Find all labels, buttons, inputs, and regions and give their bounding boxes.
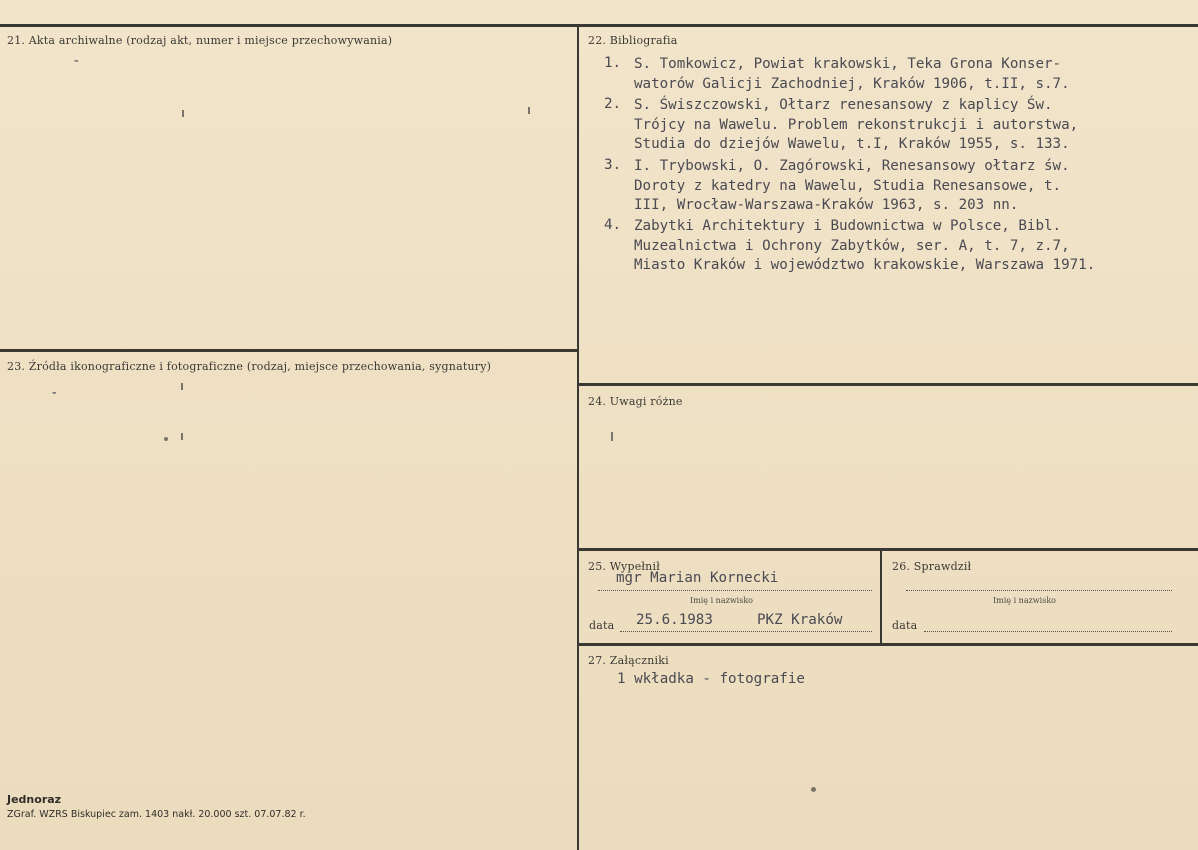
bibliography-line: Muzealnictwa i Ochrony Zabytków, ser. A, t. 7, z.7, — [634, 237, 1070, 254]
paper-speck — [164, 437, 168, 441]
right-divider-27 — [578, 643, 1198, 646]
checked-by-name-line — [906, 590, 1172, 591]
section-21-label: 21. Akta archiwalne (rodzaj akt, numer i miejsce przechowywania) — [7, 34, 393, 47]
section-21-value: - — [72, 53, 81, 69]
left-section-divider — [0, 349, 578, 352]
bibliography-item-text — [634, 55, 1070, 94]
bibliography-line: Zabytki Architektury i Budownictwa w Polsce, Bibl. — [634, 218, 1062, 234]
bibliography-item-text — [634, 96, 1078, 155]
checked-by-date-label: data — [892, 619, 918, 632]
bibliography-item-text — [634, 217, 1095, 276]
bibliography-item-number: 2. — [604, 96, 622, 112]
filled-by-place-value: PKZ Kraków — [757, 612, 843, 628]
paper-speck — [181, 433, 183, 440]
filled-by-date-label: data — [589, 619, 615, 632]
footer-title: Jednoraz — [7, 793, 62, 806]
section-22-label: 22. Bibliografia — [588, 34, 678, 47]
bibliography-item-number: 1. — [604, 55, 622, 71]
filled-by-date-value: 25.6.1983 — [636, 612, 713, 628]
paper-speck — [611, 432, 613, 441]
footer-print-info: ZGraf. WZRS Biskupiec zam. 1403 nakł. 20.000 szt. 07.07.82 r. — [7, 809, 306, 820]
section-23-label: 23. Źródła ikonograficzne i fotograficzne (rodzaj, miejsce przechowania, sygnatury) — [7, 360, 492, 373]
paper-speck — [811, 787, 816, 792]
bibliography-line: Miasto Kraków i województwo krakowskie, Warszawa 1971. — [634, 257, 1096, 273]
right-divider-24 — [578, 383, 1198, 386]
top-border — [0, 24, 1198, 27]
right-divider-25 — [578, 548, 1198, 551]
bibliography-line: S. Świszczowski, Ołtarz renesansowy z kaplicy Św. — [634, 97, 1053, 113]
filled-by-date-line — [620, 631, 872, 632]
section-27-label: 27. Załączniki — [588, 654, 669, 667]
paper-speck — [182, 110, 184, 117]
section-26-label: 26. Sprawdził — [892, 560, 972, 573]
filled-by-name-caption: Imię i nazwisko — [690, 596, 753, 605]
bibliography-line: Trójcy na Wawelu. Problem rekonstrukcji i autorstwa, — [634, 116, 1079, 133]
bibliography-line: watorów Galicji Zachodniej, Kraków 1906, t.II, s.7. — [634, 75, 1070, 92]
section-23-value: - — [50, 385, 59, 401]
attachments-value: 1 wkładka - fotografie — [617, 671, 805, 687]
bibliography-line: III, Wrocław-Warszawa-Kraków 1963, s. 203 nn. — [634, 197, 1019, 213]
bibliography-line: I. Trybowski, O. Zagórowski, Renesansowy ołtarz św. — [634, 158, 1070, 174]
bibliography-line: Doroty z katedry na Wawelu, Studia Renesansowe, t. — [634, 177, 1062, 194]
bibliography-item-number: 4. — [604, 217, 622, 233]
bibliography-line: Studia do dziejów Wawelu, t.I, Kraków 1955, s. 133. — [634, 136, 1070, 152]
bibliography-item-number: 3. — [604, 157, 622, 173]
paper-speck — [181, 383, 183, 390]
bibliography-line: S. Tomkowicz, Powiat krakowski, Teka Grona Konser- — [634, 56, 1062, 72]
filled-by-name-line — [598, 590, 872, 591]
center-divider — [577, 26, 579, 850]
section-25-label: 25. Wypełnił — [588, 560, 660, 573]
paper-speck — [528, 107, 530, 114]
bibliography-item-text — [634, 157, 1070, 216]
filled-by-name: mgr Marian Kornecki — [616, 570, 779, 586]
checked-by-name-caption: Imię i nazwisko — [993, 596, 1056, 605]
checked-by-date-line — [924, 631, 1172, 632]
divider-25-26 — [880, 550, 882, 644]
section-24-label: 24. Uwagi różne — [588, 395, 683, 408]
